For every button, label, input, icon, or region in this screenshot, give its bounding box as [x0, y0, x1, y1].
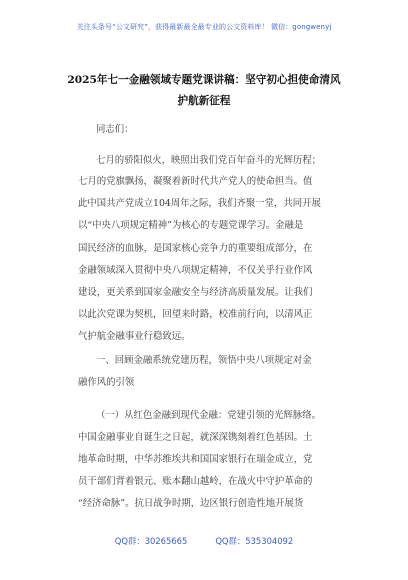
footer-contact [0, 535, 408, 547]
footer-qq-group-2: QQ群：535304092 [215, 536, 294, 546]
paragraph-1-line: 建设，更关系到国家金融安全与经济高质量发展。让我们 [78, 287, 313, 298]
greeting: 同志们： [96, 124, 134, 135]
paragraph-1-line: 气护航金融事业行稳致远。 [78, 331, 191, 342]
paragraph-1-line: 金融领域深入贯彻中央八项规定精神，不仅关乎行业作风 [78, 265, 313, 276]
paragraph-2-line: 地革命时期，中华苏维埃共和国国家银行在瑞金成立，党 [78, 454, 313, 465]
section-1-heading-line: 一、回顾金融系统党建历程，领悟中央八项规定对金 [96, 355, 312, 366]
paragraph-2-line: （一）从红色金融到现代金融：党建引领的光辉脉络。 [96, 410, 322, 421]
section-1-heading-line: 融作风的引领 [78, 377, 135, 388]
paragraph-1-line: 国民经济的血脉，是国家核心竞争力的重要组成部分，在 [78, 243, 313, 254]
paragraph-2-line: 员干部们背着银元、账本翻山越岭，在战火中守护革命的 [78, 476, 313, 487]
paragraph-1-line: 以“中央八项规定精神”为核心的专题党课学习。金融是 [78, 220, 304, 231]
paragraph-1-line: 七月的骄阳似火，映照出我们党百年奋斗的光辉历程； [96, 155, 322, 166]
footer-qq-group-1: QQ群：30265665 [114, 536, 188, 546]
paragraph-2-line: “经济命脉”。抗日战争时期，边区银行创造性地开展货 [78, 498, 304, 509]
paragraph-1-line: 以此次党课为契机，回望来时路，校准前行向，以清风正 [78, 309, 313, 320]
paragraph-2-line: 中国金融事业自诞生之日起，就深深镌刻着红色基因。土 [78, 432, 313, 443]
paragraph-1-line: 此中国共产党成立104周年之际，我们齐聚一堂，共同开展 [78, 198, 321, 209]
header-banner: 关注头条号“公文研究”，获得最新最全最专业的公文资料库！ 微信：gongwenyj [76, 23, 332, 31]
document-title-line-1: 2025年七一金融领域专题党课讲稿：坚守初心担使命清风 [67, 74, 341, 86]
document-title-line-2: 护航新征程 [177, 95, 231, 107]
paragraph-1-line: 七月的党旗飘扬，凝聚着新时代共产党人的使命担当。值 [78, 176, 313, 187]
